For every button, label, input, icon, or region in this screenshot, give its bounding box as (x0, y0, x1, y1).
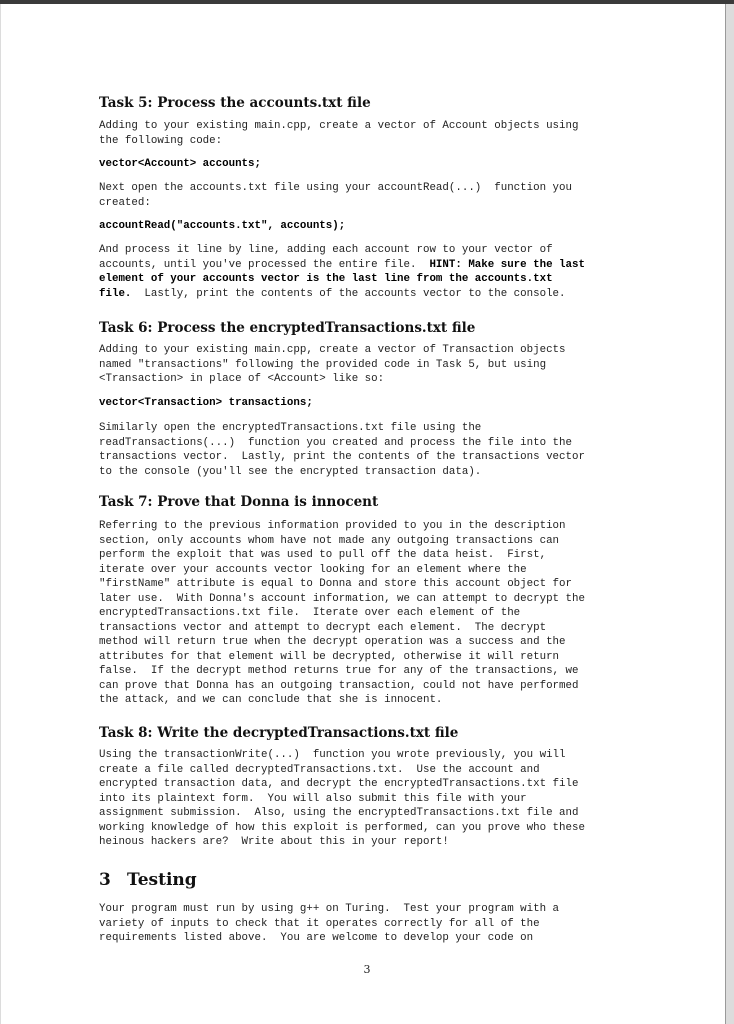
text-line: heinous hackers are? Write about this in your report! (99, 836, 449, 848)
text-line: "firstName" attribute is equal to Donna and store this account object for (99, 578, 572, 590)
text-line: <Transaction> in place of <Account> like so: (99, 373, 385, 385)
text-line: created: (99, 196, 151, 209)
text-line: working knowledge of how this exploit is performed, can you prove who these (99, 821, 585, 834)
text-line: Next open the accounts.txt file using your accountRead(...) function you (99, 182, 572, 194)
text-line: perform the exploit that was used to pull off the data heist. First, (99, 549, 547, 561)
text-line: Your program must run by using g++ on Turing. Test your program with a (99, 903, 560, 915)
text-line: attributes for that element will be decrypted, otherwise it will return (99, 650, 560, 663)
section-heading (99, 870, 197, 890)
task6-code1: vector<Transaction> transactions; (99, 397, 313, 409)
text-line: section, only accounts whom have not made any outgoing transactions can (99, 534, 560, 547)
text-line: Adding to your existing main.cpp, create a vector of Transaction objects (99, 344, 566, 356)
text-line: to the console (you'll see the encrypted transaction data). (99, 465, 482, 478)
task8-heading: Task 8: Write the decryptedTransactions.txt file (99, 725, 459, 741)
text-line: transactions vector and attempt to decrypt each element. The decrypt (99, 621, 547, 634)
text-line: readTransactions(...) function you created and process the file into the (99, 436, 572, 449)
task5-para2 (99, 181, 572, 210)
task8-para1 (99, 748, 585, 850)
text-line: Adding to your existing main.cpp, create a vector of Account objects using (99, 120, 579, 132)
section-number: 3 (99, 870, 111, 890)
task5-heading: Task 5: Process the accounts.txt file (99, 95, 371, 111)
text-line: encryptedTransactions.txt file. Iterate over each element of the (99, 607, 521, 619)
page-number: 3 (363, 963, 371, 976)
text-line: Lastly, print the contents of the accounts vector to the console. (131, 287, 566, 300)
task5-para3 (99, 243, 585, 301)
text-line: Referring to the previous information provided to you in the description (99, 520, 566, 532)
task7-para1 (99, 519, 585, 708)
task6-para1 (99, 343, 566, 387)
task6-para2 (99, 421, 585, 479)
text-line: into its plaintext form. You will also submit this file with your (99, 792, 527, 805)
text-line: accounts, until you've processed the entire file. (99, 258, 430, 271)
hint-text: HINT: Make sure the last (429, 258, 585, 271)
task6-heading: Task 6: Process the encryptedTransactions.txt file (99, 320, 476, 336)
task5-code1: vector<Account> accounts; (99, 158, 261, 170)
hint-text: file. (99, 287, 132, 300)
text-line: method will return true when the decrypt operation was a success and the (99, 636, 566, 648)
text-line: the attack, and we can conclude that she is innocent. (99, 694, 443, 706)
text-line: Using the transactionWrite(...) function you wrote previously, you will (99, 749, 566, 761)
text-line: requirements listed above. You are welcome to develop your code on (99, 932, 534, 944)
text-line: later use. With Donna's account information, we can attempt to decrypt the (99, 592, 585, 605)
section-title: Testing (127, 870, 197, 890)
section3-para1 (99, 902, 559, 946)
text-line: variety of inputs to check that it operates correctly for all of the (99, 917, 540, 930)
task7-heading: Task 7: Prove that Donna is innocent (99, 494, 379, 510)
text-line: And process it line by line, adding each account row to your vector of (99, 244, 553, 256)
task5-para1 (99, 119, 578, 148)
text-line: the following code: (99, 134, 223, 147)
text-line: assignment submission. Also, using the encryptedTransactions.txt file and (99, 807, 579, 819)
text-line: can prove that Donna has an outgoing transaction, could not have performed (99, 679, 579, 692)
text-line: false. If the decrypt method returns true for any of the transactions, we (99, 665, 579, 677)
text-line: Similarly open the encryptedTransactions.txt file using the (99, 422, 482, 434)
hint-text: element of your accounts vector is the last line from the accounts.txt (99, 273, 553, 285)
task5-code2: accountRead("accounts.txt", accounts); (99, 220, 346, 232)
document-page (1, 4, 726, 1024)
text-line: transactions vector. Lastly, print the contents of the transactions vector (99, 451, 585, 463)
text-line: create a file called decryptedTransactions.txt. Use the account and (99, 763, 540, 776)
text-line: named "transactions" following the provided code in Task 5, but using (99, 358, 547, 371)
text-line: encrypted transaction data, and decrypt the encryptedTransactions.txt file (99, 778, 579, 790)
text-line: iterate over your accounts vector looking for an element where the (99, 563, 527, 576)
